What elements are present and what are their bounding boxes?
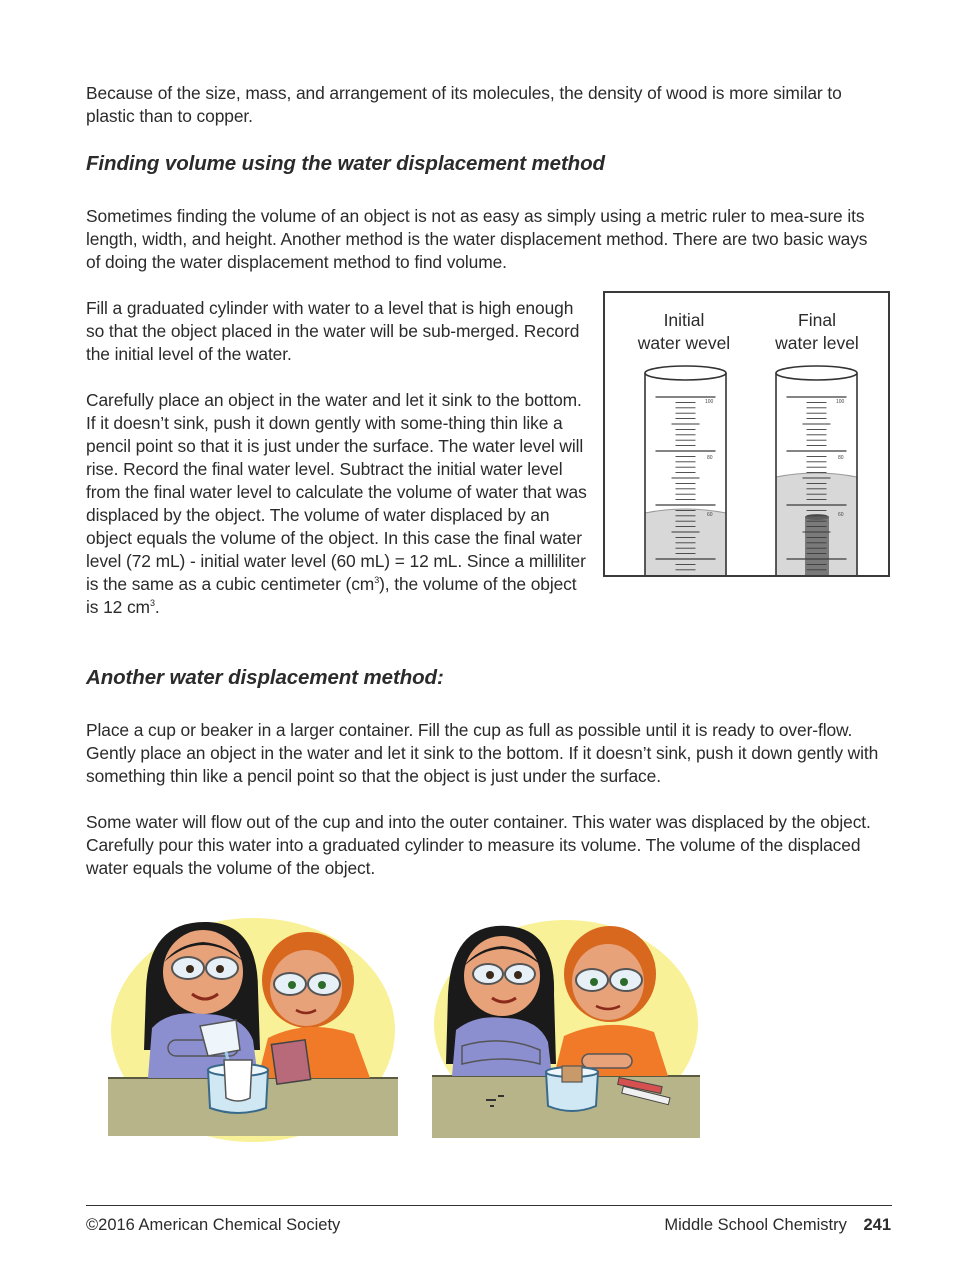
para3-text-c: .: [154, 597, 160, 617]
cm-superscript: 3: [374, 575, 380, 586]
footer-book-title: Middle School Chemistry: [664, 1216, 847, 1234]
submerged-object: [805, 517, 829, 575]
cm-superscript-2: 3: [149, 598, 155, 609]
initial-tick-label-100: 100: [705, 399, 714, 405]
final-tick-label-60: 60: [838, 512, 844, 518]
section-heading-water-displacement: Finding volume using the water displacement method: [86, 152, 605, 175]
initial-tick-label-60: 60: [707, 512, 713, 518]
final-label-line1: Final: [798, 310, 836, 330]
section-heading-another-method: Another water displacement method:: [86, 666, 444, 689]
cylinder-figure: [603, 291, 890, 577]
footer-divider: [86, 1205, 892, 1206]
initial-water: [645, 517, 726, 575]
initial-label-line2: water wevel: [637, 333, 731, 353]
footer-copyright: ©2016 American Chemical Society: [86, 1216, 341, 1234]
paragraph-overflow-water: Some water will flow out of the cup and into the outer container. This water was displaced by the object. Carefully pour this water into a graduated cylinder to measure its volume. The volume of the displaced water equals the volume of the object.: [86, 812, 871, 878]
page-number: 241: [863, 1216, 891, 1234]
illustration-pushing-object: [432, 914, 700, 1150]
paragraph-place-object: [86, 389, 591, 619]
initial-label-line1: Initial: [663, 310, 705, 330]
paragraph-cup-method: Place a cup or beaker in a larger container. Fill the cup as full as possible until it is ready to over-flow. Gently place an object in the water and let it sink to the bottom. If it doesn’t sink, push it down gently with something thin like a pencil point so that the object is just under the surface.: [86, 720, 879, 786]
illustration-pouring-water: [108, 910, 398, 1150]
cylinders-drawing: [605, 293, 888, 575]
final-label-line2: water level: [775, 333, 859, 353]
paragraph-volume-intro: Sometimes finding the volume of an object is not as easy as simply using a metric ruler to mea-sure its length, width, and height. Another method is the water displacement method. There are two basic ways of doing the water displacement method to find volume.: [86, 206, 868, 272]
paragraph-fill-cylinder: Fill a graduated cylinder with water to a level that is high enough so that the object placed in the water will be sub-merged. Record the initial level of the water.: [86, 298, 580, 364]
final-tick-label-80: 80: [838, 455, 844, 461]
footer-right: [664, 1216, 891, 1235]
intro-paragraph: Because of the size, mass, and arrangement of its molecules, the density of wood is more similar to plastic than to copper.: [86, 83, 842, 126]
final-tick-label-100: 100: [836, 399, 845, 405]
initial-tick-label-80: 80: [707, 455, 713, 461]
para3-text-b: ), the volume of the object is 12 cm: [86, 574, 577, 617]
para3-text-a: Carefully place an object in the water and let it sink to the bottom. If it doesn’t sink, push it down gently with some-thing thin like a pencil point so that it is just under the surface. The water level will rise. Record the final water level. Subtract the initial water level from the final water level to calculate the volume of water that was displaced by the object. The volume of water displaced by an object equals the volume of the object. In this case the final water level (72 mL) - initial water level (60 mL) = 12 mL. Since a milliliter is the same as a cubic centimeter (cm: [86, 390, 587, 594]
